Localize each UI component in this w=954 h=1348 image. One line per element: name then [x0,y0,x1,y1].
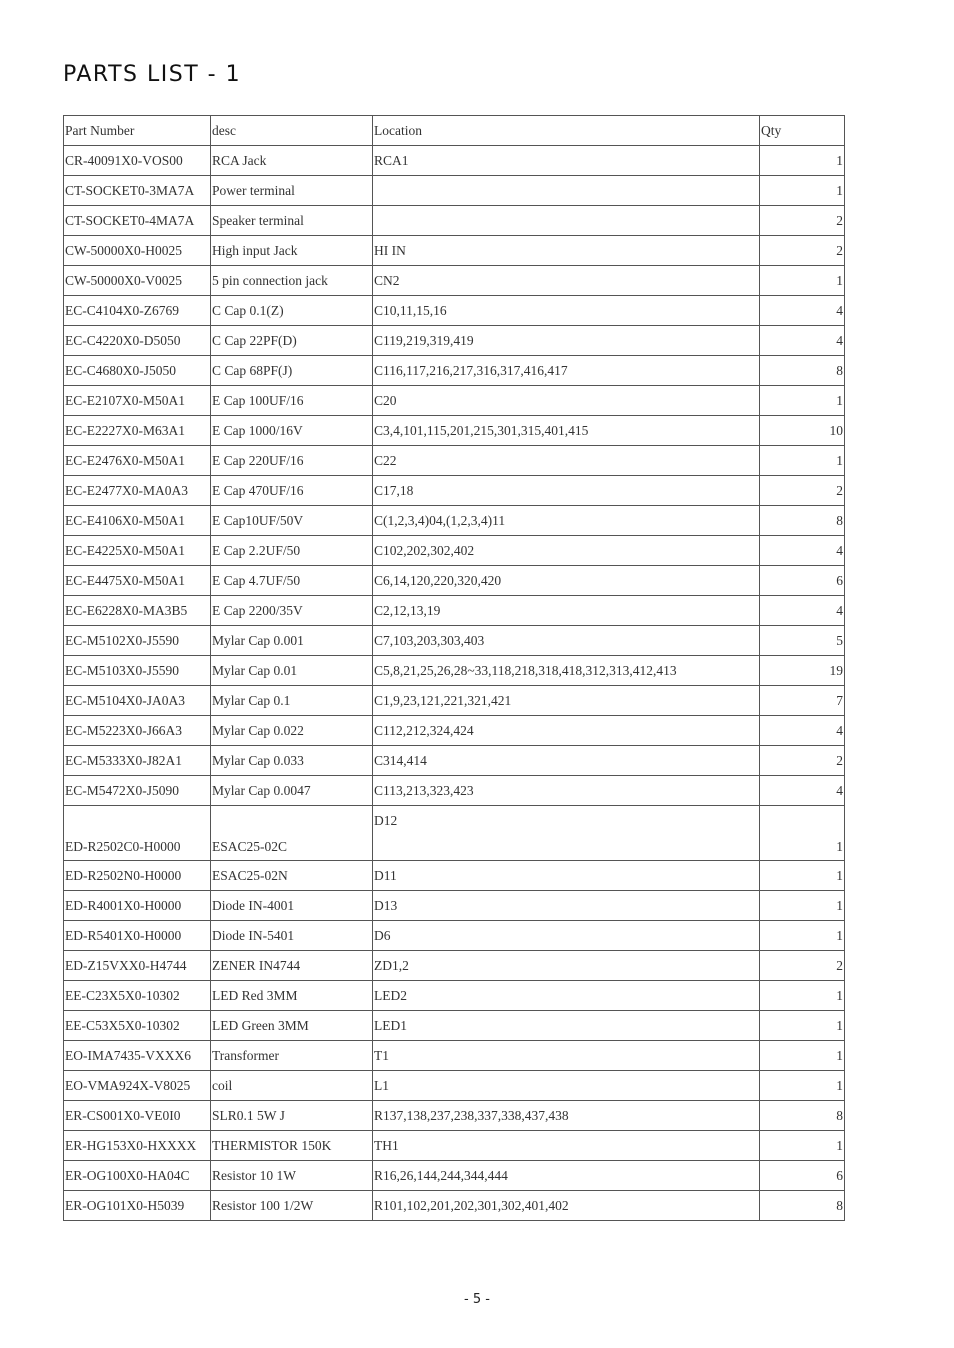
cell-location [373,176,760,206]
cell-desc: SLR0.1 5W J [211,1101,373,1131]
cell-desc: Mylar Cap 0.1 [211,686,373,716]
cell-location: C113,213,323,423 [373,776,760,806]
cell-part-number: EC-M5104X0-JA0A3 [64,686,211,716]
cell-desc: Diode IN-4001 [211,891,373,921]
table-row [64,746,845,776]
table-row [64,506,845,536]
cell-qty: 1 [760,861,845,891]
cell-desc: E Cap 2.2UF/50 [211,536,373,566]
cell-qty: 7 [760,686,845,716]
page-number: - 5 - [464,1292,490,1307]
table-row [64,536,845,566]
cell-location: LED2 [373,981,760,1011]
cell-desc: Power terminal [211,176,373,206]
table-row [64,891,845,921]
cell-part-number: EC-E2107X0-M50A1 [64,386,211,416]
cell-part-number: EC-E4106X0-M50A1 [64,506,211,536]
cell-desc: C Cap 22PF(D) [211,326,373,356]
cell-qty: 6 [760,1161,845,1191]
table-row [64,386,845,416]
cell-qty: 4 [760,716,845,746]
table-row [64,296,845,326]
cell-qty: 8 [760,1101,845,1131]
cell-part-number: ER-OG101X0-H5039 [64,1191,211,1221]
cell-qty: 2 [760,951,845,981]
table-row [64,626,845,656]
cell-desc: Resistor 10 1W [211,1161,373,1191]
cell-location: C17,18 [373,476,760,506]
cell-desc: Mylar Cap 0.001 [211,626,373,656]
cell-location [373,206,760,236]
table-row [64,686,845,716]
header-location: Location [373,116,760,146]
page-title: PARTS LIST - 1 [63,62,242,87]
table-row [64,236,845,266]
cell-location: ZD1,2 [373,951,760,981]
table-row [64,1071,845,1101]
cell-desc: Mylar Cap 0.022 [211,716,373,746]
cell-part-number: EE-C23X5X0-10302 [64,981,211,1011]
cell-part-number: ER-OG100X0-HA04C [64,1161,211,1191]
cell-qty: 10 [760,416,845,446]
table-row [64,1161,845,1191]
cell-part-number: EC-C4680X0-J5050 [64,356,211,386]
cell-location: CN2 [373,266,760,296]
cell-location: C22 [373,446,760,476]
table-body [64,146,845,1221]
cell-part-number: ER-CS001X0-VE0I0 [64,1101,211,1131]
cell-part-number: EC-C4220X0-D5050 [64,326,211,356]
table-row [64,176,845,206]
cell-qty: 1 [760,1071,845,1101]
cell-desc: Transformer [211,1041,373,1071]
cell-part-number: CR-40091X0-VOS00 [64,146,211,176]
cell-desc: 5 pin connection jack [211,266,373,296]
cell-location: C20 [373,386,760,416]
parts-table [63,115,845,1221]
table-row [64,416,845,446]
cell-desc: High input Jack [211,236,373,266]
cell-part-number: CW-50000X0-V0025 [64,266,211,296]
cell-qty: 2 [760,236,845,266]
cell-qty: 1 [760,921,845,951]
cell-location: D13 [373,891,760,921]
cell-location: C112,212,324,424 [373,716,760,746]
cell-part-number: EC-M5102X0-J5590 [64,626,211,656]
cell-part-number: EC-M5223X0-J66A3 [64,716,211,746]
cell-qty: 1 [760,1011,845,1041]
cell-desc: LED Red 3MM [211,981,373,1011]
cell-desc: E Cap 2200/35V [211,596,373,626]
cell-location: C10,11,15,16 [373,296,760,326]
cell-location: D11 [373,861,760,891]
cell-part-number: EC-E2227X0-M63A1 [64,416,211,446]
cell-location: C314,414 [373,746,760,776]
cell-part-number: EC-E4475X0-M50A1 [64,566,211,596]
cell-qty: 4 [760,596,845,626]
cell-location: C102,202,302,402 [373,536,760,566]
table-row [64,356,845,386]
cell-qty: 2 [760,206,845,236]
table-row [64,921,845,951]
cell-desc: THERMISTOR 150K [211,1131,373,1161]
cell-location: C(1,2,3,4)04,(1,2,3,4)11 [373,506,760,536]
cell-location: C116,117,216,217,316,317,416,417 [373,356,760,386]
cell-part-number: CT-SOCKET0-4MA7A [64,206,211,236]
cell-desc: E Cap10UF/50V [211,506,373,536]
cell-desc: Mylar Cap 0.0047 [211,776,373,806]
cell-qty: 1 [760,266,845,296]
cell-qty: 1 [760,981,845,1011]
cell-desc: ESAC25-02N [211,861,373,891]
cell-part-number: EC-E6228X0-MA3B5 [64,596,211,626]
cell-qty: 1 [760,1131,845,1161]
cell-qty: 19 [760,656,845,686]
cell-qty: 8 [760,506,845,536]
cell-part-number: CT-SOCKET0-3MA7A [64,176,211,206]
cell-part-number: ED-R2502N0-H0000 [64,861,211,891]
cell-qty: 2 [760,746,845,776]
cell-desc: E Cap 220UF/16 [211,446,373,476]
table-row [64,1191,845,1221]
cell-desc: C Cap 0.1(Z) [211,296,373,326]
cell-location: L1 [373,1071,760,1101]
cell-qty: 4 [760,536,845,566]
cell-location: D12 [373,806,760,861]
table-row [64,1041,845,1071]
cell-desc: ZENER IN4744 [211,951,373,981]
cell-qty: 6 [760,566,845,596]
table-row [64,861,845,891]
table-row [64,716,845,746]
table-row [64,326,845,356]
cell-desc: ESAC25-02C [211,806,373,861]
header-desc: desc [211,116,373,146]
cell-part-number: EC-M5472X0-J5090 [64,776,211,806]
table-row [64,1131,845,1161]
cell-qty: 1 [760,806,845,861]
cell-location: R137,138,237,238,337,338,437,438 [373,1101,760,1131]
cell-qty: 5 [760,626,845,656]
cell-qty: 1 [760,891,845,921]
cell-location: C6,14,120,220,320,420 [373,566,760,596]
cell-location: HI IN [373,236,760,266]
cell-location: R101,102,201,202,301,302,401,402 [373,1191,760,1221]
cell-part-number: EC-C4104X0-Z6769 [64,296,211,326]
cell-desc: Diode IN-5401 [211,921,373,951]
cell-desc: LED Green 3MM [211,1011,373,1041]
cell-desc: Mylar Cap 0.033 [211,746,373,776]
table-row [64,266,845,296]
cell-part-number: ED-Z15VXX0-H4744 [64,951,211,981]
cell-part-number: ED-R5401X0-H0000 [64,921,211,951]
cell-desc: E Cap 1000/16V [211,416,373,446]
table-row [64,981,845,1011]
cell-desc: E Cap 100UF/16 [211,386,373,416]
cell-part-number: CW-50000X0-H0025 [64,236,211,266]
cell-qty: 2 [760,476,845,506]
cell-location: TH1 [373,1131,760,1161]
table-row [64,806,845,861]
cell-qty: 1 [760,446,845,476]
cell-location: C119,219,319,419 [373,326,760,356]
cell-part-number: EC-M5333X0-J82A1 [64,746,211,776]
cell-desc: Resistor 100 1/2W [211,1191,373,1221]
cell-part-number: EC-E2476X0-M50A1 [64,446,211,476]
cell-location: T1 [373,1041,760,1071]
table-row [64,951,845,981]
cell-qty: 1 [760,1041,845,1071]
table-row [64,1101,845,1131]
cell-desc: E Cap 4.7UF/50 [211,566,373,596]
cell-location: C7,103,203,303,403 [373,626,760,656]
cell-location: C3,4,101,115,201,215,301,315,401,415 [373,416,760,446]
cell-part-number: ED-R2502C0-H0000 [64,806,211,861]
table-row [64,596,845,626]
cell-part-number: EC-E4225X0-M50A1 [64,536,211,566]
table-row [64,206,845,236]
table-row [64,476,845,506]
cell-part-number: EO-VMA924X-V8025 [64,1071,211,1101]
header-part-number: Part Number [64,116,211,146]
cell-desc: Mylar Cap 0.01 [211,656,373,686]
header-qty: Qty [760,116,845,146]
cell-part-number: EC-M5103X0-J5590 [64,656,211,686]
table-row [64,1011,845,1041]
table-header-row [64,116,845,146]
cell-qty: 4 [760,776,845,806]
cell-part-number: ER-HG153X0-HXXXX [64,1131,211,1161]
cell-qty: 4 [760,326,845,356]
cell-desc: RCA Jack [211,146,373,176]
cell-location: C2,12,13,19 [373,596,760,626]
cell-qty: 8 [760,356,845,386]
table-row [64,446,845,476]
cell-location: RCA1 [373,146,760,176]
cell-qty: 1 [760,386,845,416]
cell-qty: 1 [760,146,845,176]
cell-part-number: EC-E2477X0-MA0A3 [64,476,211,506]
cell-location: LED1 [373,1011,760,1041]
table-row [64,146,845,176]
cell-location: C5,8,21,25,26,28~33,118,218,318,418,312,313,412,413 [373,656,760,686]
table-row [64,776,845,806]
cell-desc: coil [211,1071,373,1101]
cell-desc: C Cap 68PF(J) [211,356,373,386]
cell-location: R16,26,144,244,344,444 [373,1161,760,1191]
cell-part-number: ED-R4001X0-H0000 [64,891,211,921]
cell-qty: 1 [760,176,845,206]
cell-qty: 4 [760,296,845,326]
cell-desc: Speaker terminal [211,206,373,236]
cell-desc: E Cap 470UF/16 [211,476,373,506]
cell-location: C1,9,23,121,221,321,421 [373,686,760,716]
cell-part-number: EE-C53X5X0-10302 [64,1011,211,1041]
cell-part-number: EO-IMA7435-VXXX6 [64,1041,211,1071]
cell-qty: 8 [760,1191,845,1221]
table-row [64,656,845,686]
cell-location: D6 [373,921,760,951]
table-row [64,566,845,596]
